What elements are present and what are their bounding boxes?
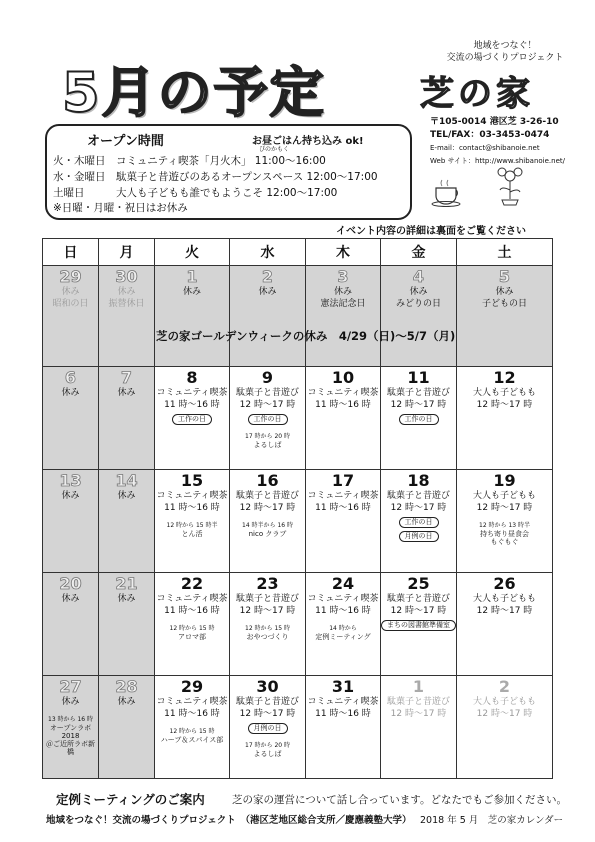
day-number: 11 (407, 368, 430, 387)
header-brand-block (420, 40, 590, 115)
meeting-title: 定例ミーティングのご案内 (56, 792, 205, 807)
calendar-day-cell (155, 367, 230, 470)
day-text: 11 時～16 時 (164, 503, 220, 513)
day-event: nico クラブ (248, 530, 287, 538)
coffee-cup-icon (430, 178, 470, 208)
calendar-day-cell (99, 266, 155, 367)
day-text: 休み (61, 594, 80, 604)
day-event: よるしば (253, 441, 282, 449)
day-number: 22 (180, 574, 204, 593)
day-text: 大人も子どもも (472, 697, 536, 707)
day-event: 持ち寄り昼食会 (480, 530, 529, 538)
day-text: 休み (258, 287, 277, 297)
day-text: 11 時～16 時 (164, 400, 220, 410)
day-number: 7 (120, 368, 133, 387)
day-text: 休み (333, 287, 352, 297)
day-tag: 月例の日 (399, 531, 439, 542)
day-event: 17 時から 20 時 (245, 742, 290, 749)
day-text: 駄菓子と昔遊び (235, 594, 299, 604)
day-number: 17 (331, 471, 355, 490)
day-number: 29 (180, 677, 204, 696)
day-event: 12 時から 15 時 (169, 625, 215, 632)
day-event: 14 時半から 16 時 (242, 522, 293, 529)
calendar-day-cell (230, 676, 306, 779)
day-text: 駄菓子と昔遊び (235, 697, 299, 707)
flower-icon (488, 162, 534, 206)
day-event: 定例ミーティング (315, 633, 371, 641)
day-text: コミュニティ喫茶 (307, 388, 379, 398)
day-text: 12 時～17 時 (390, 503, 447, 513)
day-text: コミュニティ喫茶 (156, 388, 228, 398)
day-event: 12 時から 15 時 (169, 728, 215, 735)
weekday-header: 日 (43, 239, 99, 266)
details-hint: イベント内容の詳細は裏面をご覧ください (336, 226, 526, 237)
day-text: 11 時～16 時 (315, 709, 371, 719)
weekday-header: 木 (306, 239, 381, 266)
calendar-day-cell (306, 470, 381, 573)
calendar-week-row (43, 573, 553, 676)
furigana: ぴのかもく (259, 146, 290, 153)
day-number: 23 (256, 574, 279, 593)
calendar-day-cell (306, 266, 381, 367)
calendar-day-cell (457, 573, 553, 676)
day-number: 1 (186, 267, 198, 286)
day-tag: 工作の日 (399, 517, 439, 528)
day-event: 12 時から 15 時半 (166, 522, 218, 529)
day-number: 2 (261, 267, 274, 286)
day-event: おやつづくり (246, 633, 289, 641)
day-event: 13 時から 16 時 (48, 716, 93, 723)
calendar-table (42, 238, 553, 779)
day-text: 12 時～17 時 (239, 606, 296, 616)
calendar-day-cell (155, 266, 230, 367)
brand-logo-text: 芝の家 (420, 74, 534, 114)
day-text: 12 時～17 時 (476, 606, 533, 616)
day-number: 29 (59, 267, 82, 286)
day-text: 休み (61, 697, 80, 707)
day-text: 11 時～16 時 (164, 709, 220, 719)
calendar-day-cell (306, 367, 381, 470)
calendar-day-cell (99, 676, 155, 779)
calendar-day-cell (457, 266, 553, 367)
day-text: 休み (117, 388, 136, 398)
day-number: 24 (331, 574, 355, 593)
day-text: 休み (117, 287, 136, 297)
calendar-day-cell (43, 676, 99, 779)
calendar-day-cell (381, 266, 457, 367)
day-text: 休み (61, 388, 80, 398)
day-number: 6 (64, 368, 77, 387)
day-text: 駄菓子と昔遊び (386, 491, 450, 501)
calendar-day-cell (306, 676, 381, 779)
day-number: 31 (331, 677, 355, 696)
day-number: 16 (256, 471, 279, 490)
day-text: 12 時～17 時 (476, 503, 533, 513)
open-hours-title: オープン時間 (87, 134, 164, 149)
weekday-header: 月 (99, 239, 155, 266)
day-text: 休み (409, 287, 428, 297)
address: 〒105-0014 港区芝 3-26-10 (430, 117, 559, 127)
lunch-note: お昼ごはん持ち込み ok! (252, 136, 364, 147)
day-text: 12 時～17 時 (476, 709, 533, 719)
day-event: ＠ご近所ラボ新橋 (46, 740, 95, 756)
day-text: 11 時～16 時 (315, 503, 371, 513)
day-text: コミュニティ喫茶 (156, 491, 228, 501)
hours-row-closed: ※日曜・月曜・祝日はお休み (53, 202, 188, 214)
calendar-day-cell (306, 573, 381, 676)
day-number: 30 (256, 677, 279, 696)
calendar-week-row (43, 367, 553, 470)
day-tag: 工作の日 (248, 414, 288, 425)
day-text: 駄菓子と昔遊び (235, 388, 299, 398)
day-event: ハーブ＆スパイス部 (160, 736, 224, 744)
calendar-day-cell (230, 470, 306, 573)
day-text: 休み (117, 697, 136, 707)
weekday-header: 金 (381, 239, 457, 266)
calendar-day-cell (155, 470, 230, 573)
day-number: 20 (59, 574, 82, 593)
website: Web サイト：http://www.shibanoie.net/ (430, 157, 566, 165)
day-event: 12 時から 13 時半 (479, 522, 530, 529)
calendar-day-cell (457, 367, 553, 470)
day-event: よるしば (253, 750, 282, 758)
day-text: 駄菓子と昔遊び (386, 388, 450, 398)
calendar-day-cell (43, 266, 99, 367)
calendar-week-row (43, 676, 553, 779)
day-text: みどりの日 (395, 299, 441, 309)
day-text: コミュニティ喫茶 (156, 697, 228, 707)
calendar-day-cell (155, 676, 230, 779)
day-text: 休み (117, 491, 136, 501)
email: E-mail：contact@shibanoie.net (430, 144, 540, 152)
day-number: 21 (115, 574, 138, 593)
calendar-day-cell (43, 367, 99, 470)
day-event: もぐもぐ (490, 538, 519, 546)
day-event: 17 時から 20 時 (245, 433, 290, 440)
project-credit: 地域をつなぐ！交流の場づくりプロジェクト （港区芝地区総合支所／慶應義塾大学） (46, 815, 412, 826)
day-number: 13 (59, 471, 82, 490)
day-text: 12 時～17 時 (390, 400, 447, 410)
calendar-week-row (43, 470, 553, 573)
day-text: 12 時～17 時 (390, 709, 447, 719)
calendar-day-cell (99, 470, 155, 573)
day-number: 19 (493, 471, 516, 490)
day-text: 大人も子どもも (472, 491, 536, 501)
day-text: 休み (117, 594, 136, 604)
day-number: 5 (498, 267, 511, 286)
day-event: 12 時から 15 時 (245, 625, 290, 632)
day-text: コミュニティ喫茶 (307, 697, 379, 707)
day-text: 駄菓子と昔遊び (386, 697, 450, 707)
calendar-label: 2018 年 5 月 芝の家カレンダー (420, 815, 564, 826)
day-text: 11 時～16 時 (315, 400, 371, 410)
day-number: 4 (412, 267, 425, 286)
day-number: 2 (498, 677, 511, 696)
tagline-1: 地域をつなぐ！ (473, 41, 537, 51)
day-text: コミュニティ喫茶 (307, 491, 379, 501)
weekday-header: 水 (230, 239, 306, 266)
day-text: コミュニティ喫茶 (156, 594, 228, 604)
calendar-day-cell (43, 573, 99, 676)
hours-row-sat: 土曜日 大人も子どもも誰でもようこそ 12:00～17:00 (53, 187, 338, 199)
day-text: 振替休日 (108, 299, 145, 309)
day-text: 昭和の日 (52, 299, 89, 309)
weekday-header: 土 (457, 239, 553, 266)
hours-row-tue-thu: 火・木曜日 コミュニティ喫茶「月火木」 11:00～16:00 (53, 155, 326, 167)
calendar-day-cell (155, 573, 230, 676)
day-text: 駄菓子と昔遊び (235, 491, 299, 501)
day-text: コミュニティ喫茶 (307, 594, 379, 604)
calendar-day-cell (457, 676, 553, 779)
day-tag: 月例の日 (248, 723, 288, 734)
day-text: 子どもの日 (481, 299, 527, 309)
day-number: 15 (180, 471, 204, 490)
day-number: 12 (493, 368, 516, 387)
day-number: 14 (115, 471, 138, 490)
day-tag: 工作の日 (172, 414, 212, 425)
day-text: 駄菓子と昔遊び (386, 594, 450, 604)
day-text: 休み (61, 491, 80, 501)
day-text: 休み (61, 287, 80, 297)
day-event: 14 時から (329, 625, 357, 632)
day-text: 11 時～16 時 (315, 606, 371, 616)
day-event: オープンラボ 2018 (49, 724, 92, 740)
telfax: TEL/FAX：03-3453-0474 (430, 130, 550, 140)
day-text: 大人も子どもも (472, 594, 536, 604)
day-text: 休み (495, 287, 514, 297)
day-text: 憲法記念日 (320, 299, 366, 309)
day-text: 12 時～17 時 (239, 503, 296, 513)
calendar-day-cell (381, 573, 457, 676)
day-number: 10 (331, 368, 355, 387)
day-text: 12 時～17 時 (390, 606, 447, 616)
day-text: 12 時～17 時 (476, 400, 533, 410)
calendar-day-cell (99, 367, 155, 470)
golden-week-notice: 芝の家ゴールデンウィークの休み 4/29（日)～5/7（月) (156, 329, 456, 343)
day-number: 30 (115, 267, 138, 286)
day-number: 1 (412, 677, 425, 696)
calendar-day-cell (230, 573, 306, 676)
day-text: 11 時～16 時 (164, 606, 220, 616)
calendar-day-cell (99, 573, 155, 676)
day-tag: 工作の日 (399, 414, 439, 425)
open-hours-box (45, 124, 412, 220)
calendar-day-cell (230, 266, 306, 367)
hours-row-wed-fri: 水・金曜日 駄菓子と昔遊びのあるオープンスペース 12:00～17:00 (53, 171, 378, 183)
day-number: 8 (186, 368, 198, 387)
day-tag: まちの図書館準備室 (381, 620, 456, 631)
day-number: 9 (261, 368, 274, 387)
day-text: 大人も子どもも (472, 388, 536, 398)
page-title: 5月の予定 (62, 61, 326, 124)
calendar-day-cell (43, 470, 99, 573)
contact-info (430, 116, 565, 168)
day-number: 25 (407, 574, 430, 593)
day-number: 27 (59, 677, 82, 696)
day-number: 3 (337, 267, 349, 286)
calendar-day-cell (457, 470, 553, 573)
day-text: 12 時～17 時 (239, 400, 296, 410)
day-number: 28 (115, 677, 138, 696)
calendar-day-cell (230, 367, 306, 470)
day-event: とん活 (181, 530, 203, 538)
calendar-day-cell (381, 676, 457, 779)
calendar-day-cell (381, 470, 457, 573)
day-event: アロマ部 (178, 633, 206, 641)
day-text: 12 時～17 時 (239, 709, 296, 719)
tagline-2: 交流の場づくりプロジェクト (446, 53, 564, 63)
day-number: 18 (407, 471, 430, 490)
calendar-week-row (43, 266, 553, 367)
meeting-text: 芝の家の運営について話し合っています。どなたでもご参加ください。 (232, 794, 567, 806)
day-text: 休み (182, 287, 201, 297)
calendar-day-cell (381, 367, 457, 470)
weekday-header: 火 (155, 239, 230, 266)
day-number: 26 (493, 574, 516, 593)
